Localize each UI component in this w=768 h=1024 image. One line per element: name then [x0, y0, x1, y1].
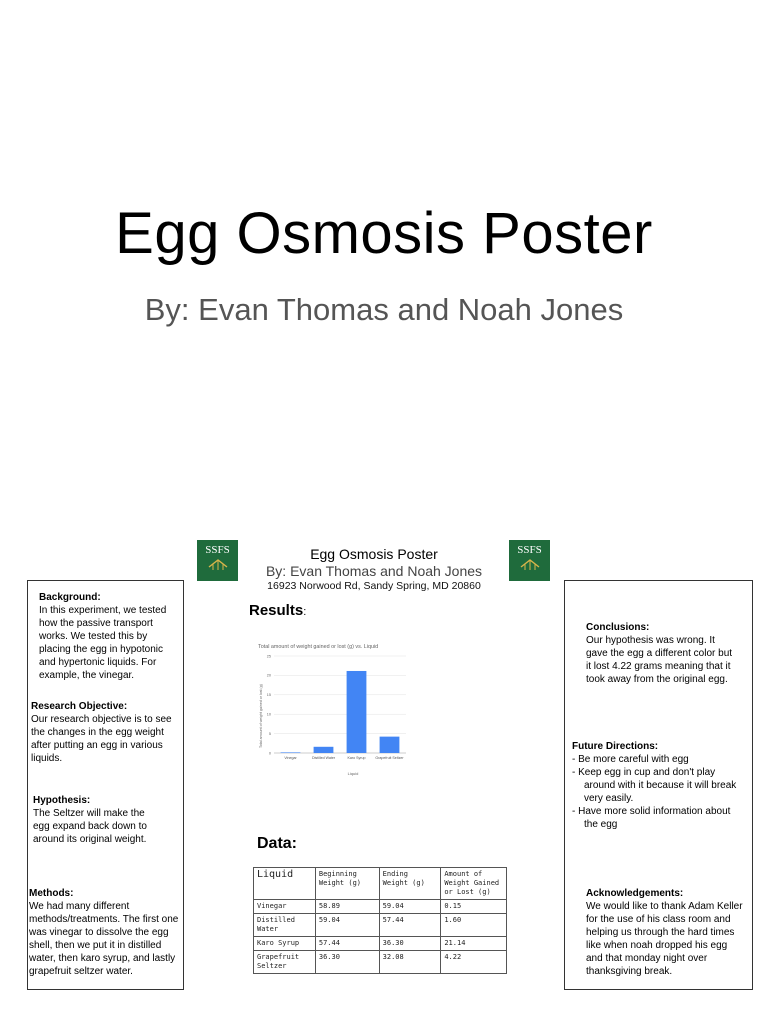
- poster-byline: By: Evan Thomas and Noah Jones: [265, 563, 483, 579]
- conclusions-text: Our hypothesis was wrong. It gave the egg a different color but it lost 4.22 grams meaning that it took away from the original egg.: [586, 635, 733, 685]
- research-text: Our research objective is to see the changes in the egg weight after putting an egg in various liquids.: [31, 714, 172, 764]
- results-colon: :: [303, 606, 307, 618]
- house-icon: [519, 558, 541, 572]
- acknowledgements-section: [586, 887, 746, 978]
- chart-ytick-label: 10: [266, 712, 271, 717]
- results-heading-text: Results: [249, 602, 304, 619]
- table-cell: Vinegar: [254, 900, 316, 914]
- chart-ytick-label: 20: [266, 673, 271, 678]
- background-text: In this experiment, we tested how the passive transport works. We tested this by placing the egg in hypotonic and hypertonic liquids. For example, the vinegar.: [39, 605, 167, 681]
- methods-section: [29, 887, 179, 978]
- page-subtitle: By: Evan Thomas and Noah Jones: [144, 292, 624, 327]
- chart-ytick-label: 0: [268, 751, 271, 756]
- data-heading: Data:: [257, 835, 298, 852]
- research-heading: Research Objective:: [31, 701, 128, 712]
- chart-xtick-label: Distilled Water: [311, 756, 336, 760]
- ssfs-logo-left: [197, 540, 238, 581]
- chart-xticks: [284, 756, 404, 760]
- table-cell: Karo Syrup: [254, 937, 316, 951]
- table-cell: 57.44: [379, 914, 441, 937]
- left-panel: [27, 580, 184, 990]
- chart-bar: [380, 737, 400, 753]
- chart-bar: [347, 671, 367, 753]
- chart-xtick-label: Vinegar: [284, 756, 297, 760]
- logo-text: SSFS: [517, 544, 542, 556]
- table-row: [254, 900, 507, 914]
- ssfs-logo-right: [509, 540, 550, 581]
- chart-bar: [281, 752, 301, 753]
- chart-bar: [314, 747, 334, 753]
- background-section: [39, 591, 175, 682]
- table-row: [254, 914, 507, 937]
- table-cell: 0.15: [441, 900, 507, 914]
- table-cell: 21.14: [441, 937, 507, 951]
- data-table: [253, 867, 507, 974]
- conclusions-heading: Conclusions:: [586, 622, 650, 633]
- poster-address: 16923 Norwood Rd, Sandy Spring, MD 20860: [267, 580, 481, 592]
- chart-xlabel: Liquid: [347, 771, 359, 776]
- chart-yticks: [267, 654, 271, 755]
- poster-title: Egg Osmosis Poster: [310, 546, 438, 562]
- chart-ytick-label: 15: [266, 693, 271, 698]
- house-icon: [207, 558, 229, 572]
- hypothesis-section: [33, 794, 163, 846]
- chart-title: Total amount of weight gained or lost (g) vs. Liquid: [258, 644, 379, 650]
- table-cell: 59.04: [379, 900, 441, 914]
- table-header-cell: Ending Weight (g): [379, 868, 441, 900]
- right-panel: [564, 580, 753, 990]
- table-header-row: [254, 868, 507, 900]
- results-heading: [249, 602, 306, 619]
- chart-ylabel: Total amount of weight gained or lost (g): [259, 684, 263, 748]
- results-chart: [256, 636, 410, 778]
- hypothesis-heading: Hypothesis:: [33, 795, 91, 806]
- table-cell: 59.04: [315, 914, 379, 937]
- table-cell: 36.30: [315, 951, 379, 974]
- future-heading: Future Directions:: [572, 741, 659, 752]
- conclusions-section: [586, 621, 736, 686]
- table-header-cell: Amount of Weight Gained or Lost (g): [441, 868, 507, 900]
- chart-xtick-label: Grapefruit Seltzer: [375, 756, 404, 760]
- table-cell: Distilled Water: [254, 914, 316, 937]
- chart-xtick-label: Karo Syrup: [347, 756, 366, 760]
- logo-text: SSFS: [205, 544, 230, 556]
- hypothesis-text: The Seltzer will make the egg expand back down to around its original weight.: [33, 808, 147, 845]
- table-row: [254, 951, 507, 974]
- background-heading: Background:: [39, 592, 101, 603]
- table-cell: 4.22: [441, 951, 507, 974]
- methods-heading: Methods:: [29, 888, 74, 899]
- acknowledgements-heading: Acknowledgements:: [586, 888, 684, 899]
- table-header-cell: Beginning Weight (g): [315, 868, 379, 900]
- table-cell: 57.44: [315, 937, 379, 951]
- chart-bars: [281, 671, 400, 753]
- list-item: - Have more solid information about the egg: [572, 806, 731, 830]
- future-section: [572, 740, 737, 831]
- acknowledgements-text: We would like to thank Adam Keller for the use of his class room and helping us through the hard times like when noah dropped his egg and that monday night over thanksgiving break.: [586, 901, 743, 977]
- chart-ytick-label: 25: [266, 654, 271, 659]
- methods-text: We had many different methods/treatments. The first one was vinegar to dissolve the egg shell, then we put it in distilled water, then karo syrup, and lastly grapefruit seltzer water.: [29, 901, 179, 977]
- table-cell: 32.08: [379, 951, 441, 974]
- future-list: [572, 753, 737, 831]
- table-cell: Grapefruit Seltzer: [254, 951, 316, 974]
- table-row: [254, 937, 507, 951]
- list-item: - Be more careful with egg: [572, 754, 689, 765]
- research-section: [31, 700, 181, 765]
- table-header-cell: Liquid: [254, 868, 316, 900]
- page-title: Egg Osmosis Poster: [115, 201, 653, 266]
- table-cell: 36.30: [379, 937, 441, 951]
- chart-ytick-label: 5: [268, 731, 271, 736]
- list-item: - Keep egg in cup and don't play around with it because it will break very easily.: [572, 767, 737, 804]
- table-cell: 58.89: [315, 900, 379, 914]
- table-cell: 1.60: [441, 914, 507, 937]
